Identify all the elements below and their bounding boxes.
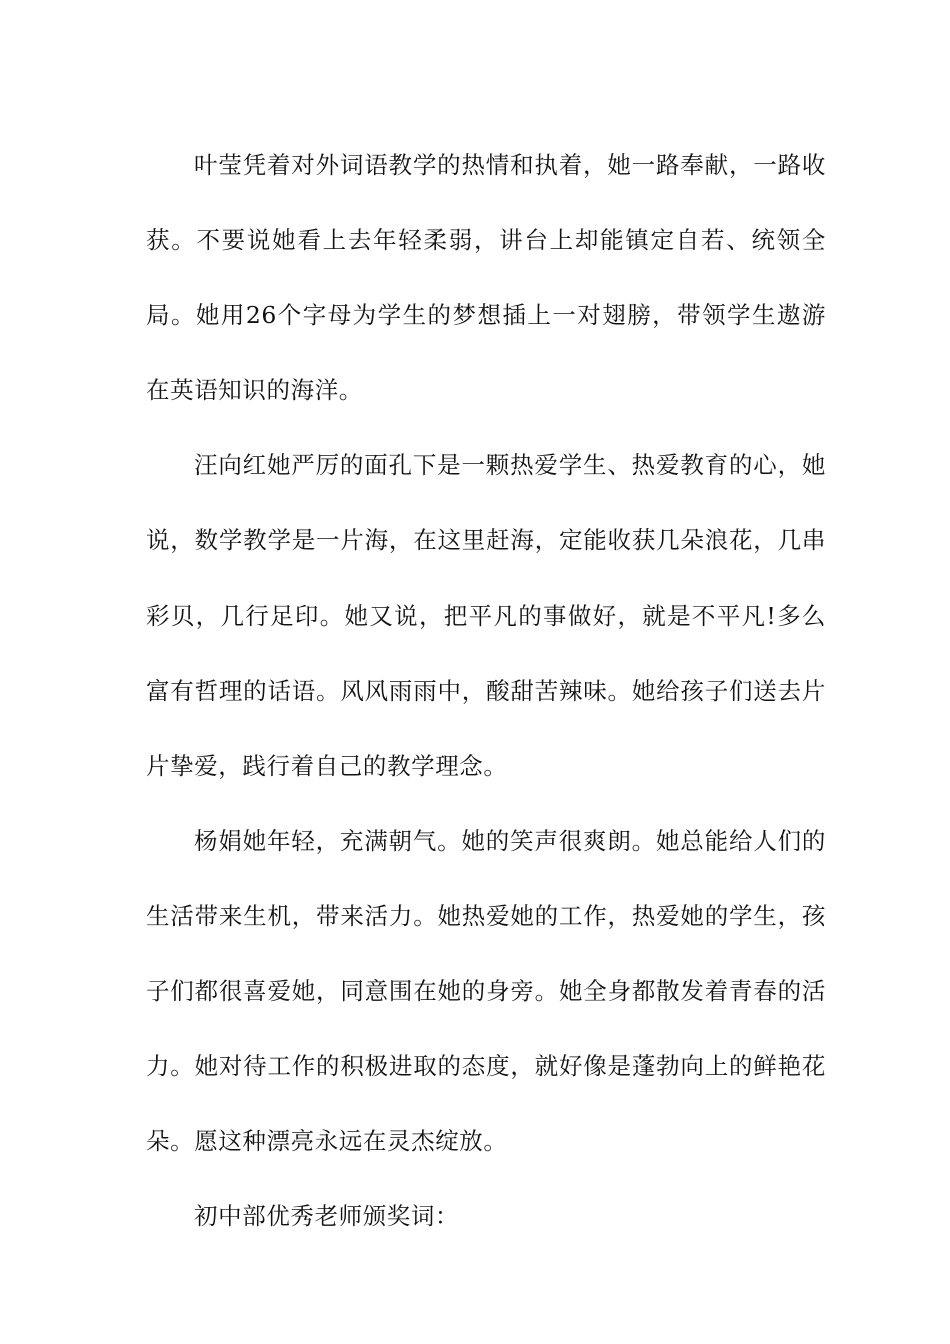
paragraph-yang-juan: 杨娟她年轻，充满朝气。她的笑声很爽朗。她总能给人们的生活带来生机，带来活力。她热爱她的工作，热爱她的学生，孩子们都很喜爱她，同意围在她的身旁。她全身都散发着青春的活力。她对待工作的积极进取的态度，就好像是蓬勃向上的鲜艳花朵。愿这种漂亮永远在灵杰绽放。 [146,826,826,1156]
paragraph-award-heading: 初中部优秀老师颁奖词： [194,1202,460,1231]
paragraph-wang-xianghong: 汪向红她严厉的面孔下是一颗热爱学生、热爱教育的心，她说，数学教学是一片海，在这里赶海，定能收获几朵浪花，几串彩贝，几行足印。她又说，把平凡的事做好，就是不平凡!多么富有哲理的话语。风风雨雨中，酸甜苦辣味。她给孩子们送去片片挚爱，践行着自己的教学理念。 [146,451,826,780]
paragraph-ye-ying: 叶莹凭着对外词语教学的热情和执着，她一路奉献，一路收获。不要说她看上去年轻柔弱，讲台上却能镇定自若、统领全局。她用26个字母为学生的梦想插上一对翅膀，带领学生遨游在英语知识的海洋。 [146,151,826,405]
document-body [146,128,826,1254]
